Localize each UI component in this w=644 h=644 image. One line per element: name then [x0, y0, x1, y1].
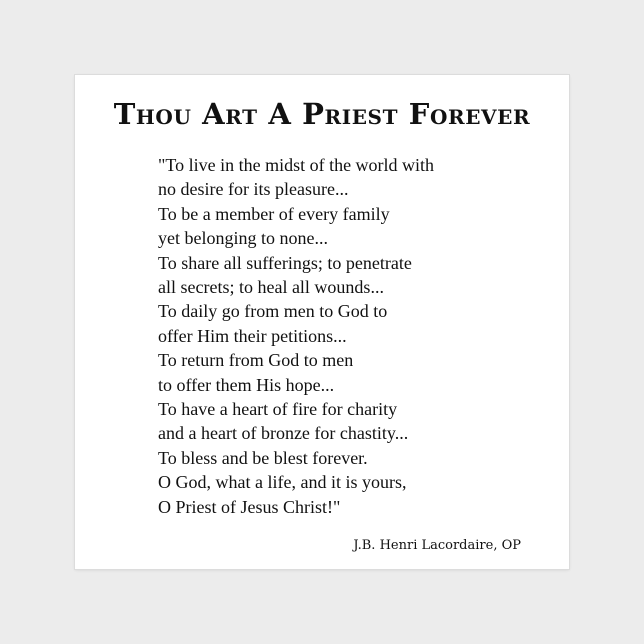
poem-line: O God, what a life, and it is yours, — [158, 472, 407, 493]
poem-line: no desire for its pleasure... — [158, 179, 349, 200]
poem-line: and a heart of bronze for chastity... — [158, 423, 409, 444]
poem-line: "To live in the midst of the world with — [158, 155, 435, 175]
poem-body — [158, 153, 558, 519]
poem-line: To daily go from men to God to — [158, 301, 388, 322]
poem-line: To return from God to men — [158, 350, 354, 371]
poem-title: Thou Art A Priest Forever — [113, 97, 531, 131]
poem-line: O Priest of Jesus Christ!" — [158, 496, 341, 517]
poem-line: To bless and be blest forever. — [158, 447, 368, 468]
poem-line: To have a heart of fire for charity — [158, 399, 398, 420]
poem-line: all secrets; to heal all wounds... — [158, 277, 384, 298]
poem-line: offer Him their petitions... — [158, 325, 347, 346]
poem-line: To be a member of every family — [158, 203, 390, 224]
poem-line: yet belonging to none... — [158, 228, 328, 249]
author-attribution: J.B. Henri Lacordaire, OP — [353, 538, 521, 553]
poem-line: to offer them His hope... — [158, 374, 335, 395]
stamp-card — [75, 75, 569, 569]
poem-line: To share all sufferings; to penetrate — [158, 252, 412, 273]
